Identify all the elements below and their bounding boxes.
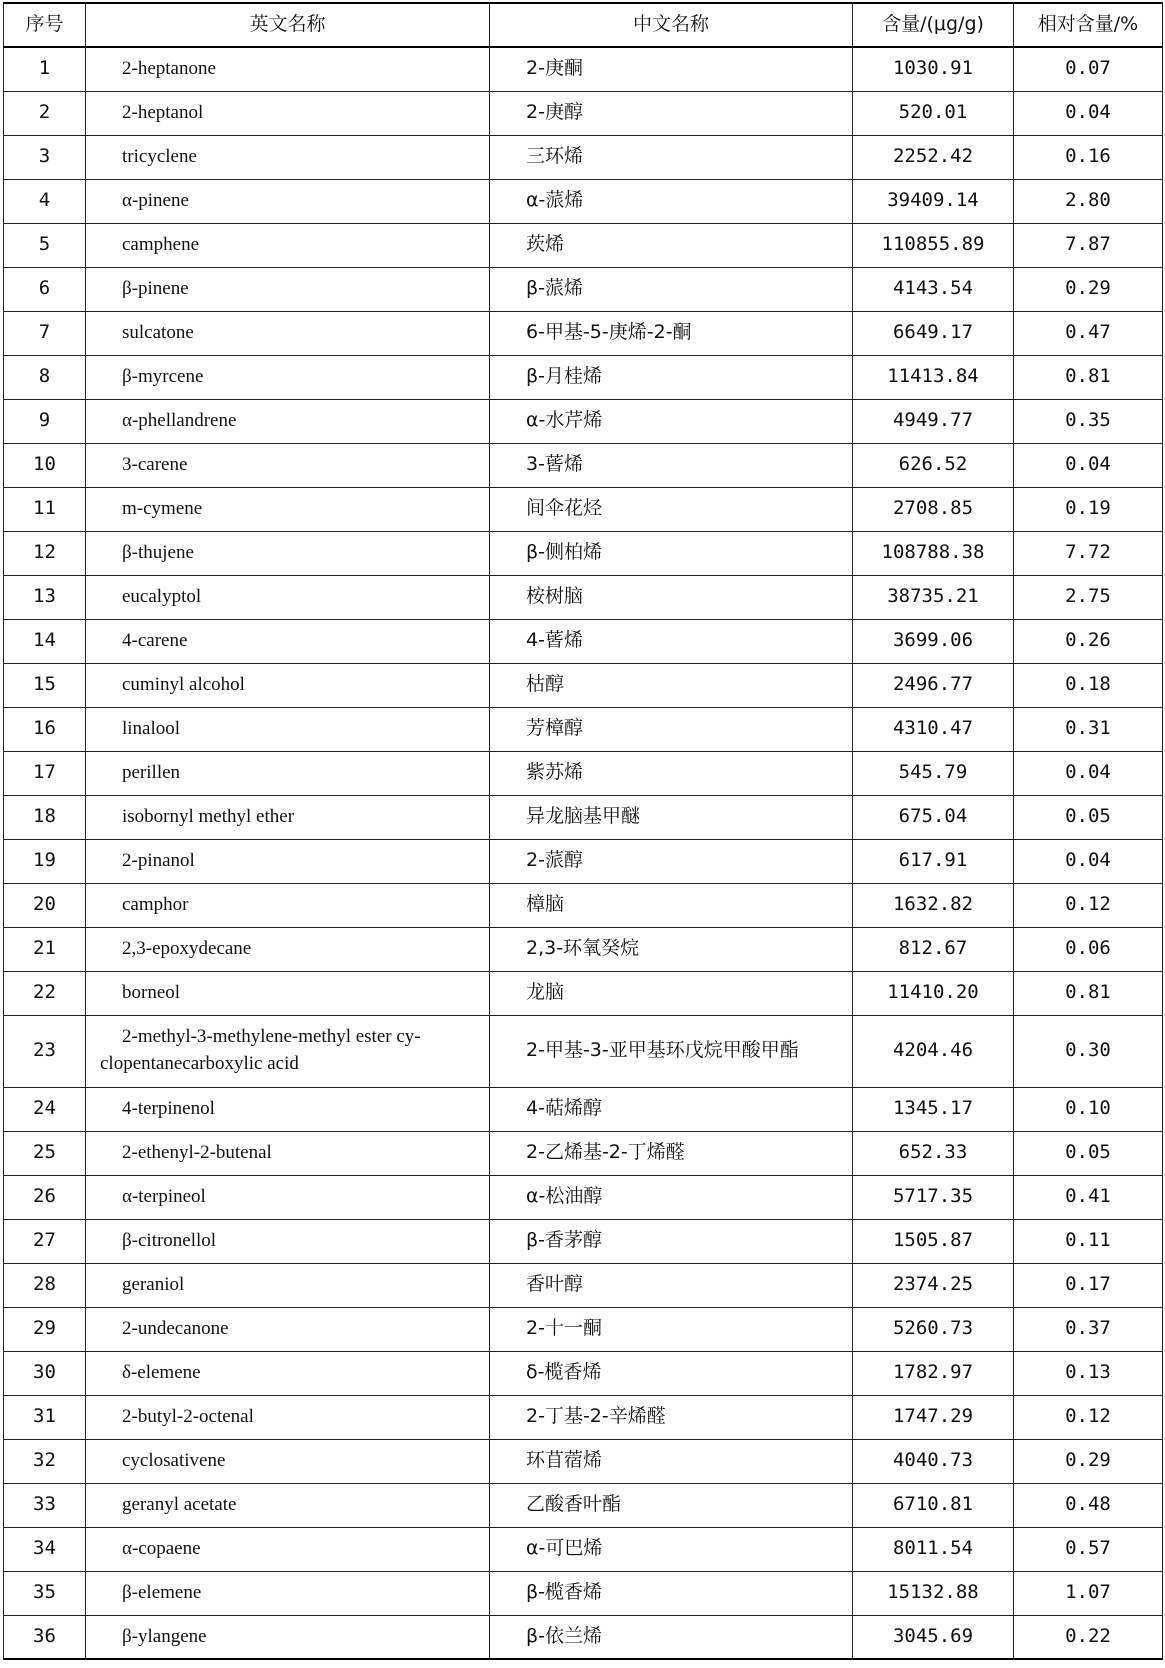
- row-chinese-name: 香叶醇: [490, 1263, 853, 1307]
- row-relative-content: 0.37: [1014, 1307, 1163, 1351]
- table-row: [4, 575, 1163, 619]
- row-content: 1632.82: [853, 883, 1014, 927]
- row-number: 17: [4, 751, 86, 795]
- row-relative-content: 1.07: [1014, 1571, 1163, 1615]
- table-row: [4, 1131, 1163, 1175]
- row-relative-content: 0.81: [1014, 971, 1163, 1015]
- row-english-name: β-thujene: [86, 531, 490, 575]
- row-relative-content: 0.17: [1014, 1263, 1163, 1307]
- row-content: 2708.85: [853, 487, 1014, 531]
- row-relative-content: 0.30: [1014, 1015, 1163, 1087]
- row-chinese-name: 2-庚酮: [490, 47, 853, 91]
- row-english-name: perillen: [86, 751, 490, 795]
- row-relative-content: 7.72: [1014, 531, 1163, 575]
- row-english-name: β-elemene: [86, 1571, 490, 1615]
- row-content: 38735.21: [853, 575, 1014, 619]
- row-relative-content: 0.26: [1014, 619, 1163, 663]
- row-chinese-name: 芳樟醇: [490, 707, 853, 751]
- table-row: [4, 707, 1163, 751]
- row-relative-content: 0.11: [1014, 1219, 1163, 1263]
- row-content: 675.04: [853, 795, 1014, 839]
- table-row: [4, 1439, 1163, 1483]
- row-content: 2252.42: [853, 135, 1014, 179]
- row-relative-content: 0.19: [1014, 487, 1163, 531]
- row-relative-content: 0.47: [1014, 311, 1163, 355]
- row-number: 34: [4, 1527, 86, 1571]
- row-content: 11413.84: [853, 355, 1014, 399]
- row-number: 29: [4, 1307, 86, 1351]
- table-row: [4, 1571, 1163, 1615]
- row-chinese-name: α-水芹烯: [490, 399, 853, 443]
- table-row: [4, 1483, 1163, 1527]
- row-relative-content: 0.07: [1014, 47, 1163, 91]
- table-row: [4, 487, 1163, 531]
- row-content: 545.79: [853, 751, 1014, 795]
- row-relative-content: 2.80: [1014, 179, 1163, 223]
- row-number: 16: [4, 707, 86, 751]
- row-english-name: camphor: [86, 883, 490, 927]
- row-relative-content: 0.41: [1014, 1175, 1163, 1219]
- row-number: 14: [4, 619, 86, 663]
- header-relative-content: 相对含量/%: [1014, 3, 1163, 47]
- row-chinese-name: 2-甲基-3-亚甲基环戊烷甲酸甲酯: [490, 1015, 853, 1087]
- row-english-name: δ-elemene: [86, 1351, 490, 1395]
- row-chinese-name: 6-甲基-5-庚烯-2-酮: [490, 311, 853, 355]
- row-number: 24: [4, 1087, 86, 1131]
- row-relative-content: 0.16: [1014, 135, 1163, 179]
- row-relative-content: 0.05: [1014, 795, 1163, 839]
- table-row: [4, 663, 1163, 707]
- row-english-name: α-terpineol: [86, 1175, 490, 1219]
- row-chinese-name: 环苜蓿烯: [490, 1439, 853, 1483]
- row-chinese-name: 4-萜烯醇: [490, 1087, 853, 1131]
- table-row: [4, 47, 1163, 91]
- table-row: [4, 1615, 1163, 1659]
- row-english-name: β-pinene: [86, 267, 490, 311]
- row-relative-content: 0.18: [1014, 663, 1163, 707]
- row-english-name: eucalyptol: [86, 575, 490, 619]
- row-number: 10: [4, 443, 86, 487]
- row-relative-content: 0.29: [1014, 267, 1163, 311]
- row-content: 4310.47: [853, 707, 1014, 751]
- row-chinese-name: β-蒎烯: [490, 267, 853, 311]
- row-content: 1030.91: [853, 47, 1014, 91]
- row-english-name: 2-heptanol: [86, 91, 490, 135]
- row-number: 5: [4, 223, 86, 267]
- row-content: 4040.73: [853, 1439, 1014, 1483]
- row-relative-content: 0.29: [1014, 1439, 1163, 1483]
- row-number: 32: [4, 1439, 86, 1483]
- english-name-line-1: 2-methyl-3-methylene-methyl ester cy-: [122, 1026, 421, 1048]
- table-row: [4, 1527, 1163, 1571]
- row-content: 110855.89: [853, 223, 1014, 267]
- row-number: 18: [4, 795, 86, 839]
- row-english-name: m-cymene: [86, 487, 490, 531]
- row-number: 12: [4, 531, 86, 575]
- row-content: 626.52: [853, 443, 1014, 487]
- row-relative-content: 7.87: [1014, 223, 1163, 267]
- row-content: 6710.81: [853, 1483, 1014, 1527]
- row-content: 3699.06: [853, 619, 1014, 663]
- row-content: 6649.17: [853, 311, 1014, 355]
- row-content: 8011.54: [853, 1527, 1014, 1571]
- row-content: 4204.46: [853, 1015, 1014, 1087]
- row-relative-content: 0.10: [1014, 1087, 1163, 1131]
- row-relative-content: 0.05: [1014, 1131, 1163, 1175]
- row-english-name: [86, 1015, 490, 1087]
- row-english-name: β-citronellol: [86, 1219, 490, 1263]
- row-number: 31: [4, 1395, 86, 1439]
- row-content: 2374.25: [853, 1263, 1014, 1307]
- row-content: 11410.20: [853, 971, 1014, 1015]
- table-row: [4, 355, 1163, 399]
- row-relative-content: 0.13: [1014, 1351, 1163, 1395]
- row-relative-content: 2.75: [1014, 575, 1163, 619]
- table-row: [4, 971, 1163, 1015]
- row-english-name: sulcatone: [86, 311, 490, 355]
- row-english-name: isobornyl methyl ether: [86, 795, 490, 839]
- row-number: 6: [4, 267, 86, 311]
- row-chinese-name: 紫苏烯: [490, 751, 853, 795]
- row-number: 3: [4, 135, 86, 179]
- row-chinese-name: 龙脑: [490, 971, 853, 1015]
- row-number: 13: [4, 575, 86, 619]
- row-chinese-name: δ-榄香烯: [490, 1351, 853, 1395]
- row-number: 26: [4, 1175, 86, 1219]
- row-content: 5717.35: [853, 1175, 1014, 1219]
- row-english-name: 2-ethenyl-2-butenal: [86, 1131, 490, 1175]
- row-english-name: tricyclene: [86, 135, 490, 179]
- table-row: [4, 1263, 1163, 1307]
- row-content: 2496.77: [853, 663, 1014, 707]
- row-number: 20: [4, 883, 86, 927]
- row-chinese-name: 2-丁基-2-辛烯醛: [490, 1395, 853, 1439]
- row-english-name: 3-carene: [86, 443, 490, 487]
- row-number: 11: [4, 487, 86, 531]
- header-content: 含量/(μg/g): [853, 3, 1014, 47]
- header-english-name: 英文名称: [86, 3, 490, 47]
- row-english-name: α-pinene: [86, 179, 490, 223]
- row-chinese-name: 樟脑: [490, 883, 853, 927]
- row-english-name: α-copaene: [86, 1527, 490, 1571]
- row-content: 652.33: [853, 1131, 1014, 1175]
- row-chinese-name: 2-蒎醇: [490, 839, 853, 883]
- row-number: 28: [4, 1263, 86, 1307]
- row-content: 4143.54: [853, 267, 1014, 311]
- row-english-name: camphene: [86, 223, 490, 267]
- row-relative-content: 0.04: [1014, 91, 1163, 135]
- row-chinese-name: β-依兰烯: [490, 1615, 853, 1659]
- row-english-name: geranyl acetate: [86, 1483, 490, 1527]
- row-relative-content: 0.12: [1014, 1395, 1163, 1439]
- row-english-name: β-myrcene: [86, 355, 490, 399]
- table-body: [4, 47, 1163, 1659]
- table-row: [4, 311, 1163, 355]
- row-number: 35: [4, 1571, 86, 1615]
- row-number: 22: [4, 971, 86, 1015]
- row-content: 812.67: [853, 927, 1014, 971]
- row-number: 1: [4, 47, 86, 91]
- row-number: 4: [4, 179, 86, 223]
- table-row: [4, 1015, 1163, 1087]
- row-chinese-name: 2-十一酮: [490, 1307, 853, 1351]
- row-content: 5260.73: [853, 1307, 1014, 1351]
- table-row: [4, 1307, 1163, 1351]
- row-chinese-name: β-榄香烯: [490, 1571, 853, 1615]
- row-chinese-name: 2-庚醇: [490, 91, 853, 135]
- row-number: 25: [4, 1131, 86, 1175]
- row-chinese-name: 2,3-环氧癸烷: [490, 927, 853, 971]
- row-english-name: 2-heptanone: [86, 47, 490, 91]
- row-chinese-name: 莰烯: [490, 223, 853, 267]
- row-chinese-name: 异龙脑基甲醚: [490, 795, 853, 839]
- table-row: [4, 179, 1163, 223]
- table-row: [4, 531, 1163, 575]
- header-no: 序号: [4, 3, 86, 47]
- row-chinese-name: 乙酸香叶酯: [490, 1483, 853, 1527]
- row-chinese-name: β-香茅醇: [490, 1219, 853, 1263]
- row-english-name: α-phellandrene: [86, 399, 490, 443]
- row-chinese-name: 枯醇: [490, 663, 853, 707]
- row-english-name: 2-undecanone: [86, 1307, 490, 1351]
- row-chinese-name: 间伞花烃: [490, 487, 853, 531]
- table-row: [4, 267, 1163, 311]
- row-english-name: 2-butyl-2-octenal: [86, 1395, 490, 1439]
- table-row: [4, 91, 1163, 135]
- row-number: 9: [4, 399, 86, 443]
- table-row: [4, 1219, 1163, 1263]
- row-number: 33: [4, 1483, 86, 1527]
- row-content: 4949.77: [853, 399, 1014, 443]
- row-content: 1782.97: [853, 1351, 1014, 1395]
- row-chinese-name: β-侧柏烯: [490, 531, 853, 575]
- row-relative-content: 0.04: [1014, 839, 1163, 883]
- row-number: 2: [4, 91, 86, 135]
- table-row: [4, 1395, 1163, 1439]
- row-relative-content: 0.81: [1014, 355, 1163, 399]
- row-relative-content: 0.12: [1014, 883, 1163, 927]
- row-content: 15132.88: [853, 1571, 1014, 1615]
- row-content: 1747.29: [853, 1395, 1014, 1439]
- row-english-name: 4-terpinenol: [86, 1087, 490, 1131]
- table-row: [4, 443, 1163, 487]
- table-header-row: [4, 3, 1163, 47]
- row-content: 1345.17: [853, 1087, 1014, 1131]
- row-english-name: geraniol: [86, 1263, 490, 1307]
- row-relative-content: 0.31: [1014, 707, 1163, 751]
- row-english-name: cyclosativene: [86, 1439, 490, 1483]
- row-relative-content: 0.35: [1014, 399, 1163, 443]
- row-english-name: linalool: [86, 707, 490, 751]
- header-chinese-name: 中文名称: [490, 3, 853, 47]
- row-chinese-name: 3-蒈烯: [490, 443, 853, 487]
- table-row: [4, 751, 1163, 795]
- row-english-name: 2,3-epoxydecane: [86, 927, 490, 971]
- row-english-name: β-ylangene: [86, 1615, 490, 1659]
- compounds-table: [3, 2, 1163, 1660]
- row-relative-content: 0.04: [1014, 751, 1163, 795]
- row-chinese-name: 2-乙烯基-2-丁烯醛: [490, 1131, 853, 1175]
- row-content: 520.01: [853, 91, 1014, 135]
- row-chinese-name: 三环烯: [490, 135, 853, 179]
- row-number: 27: [4, 1219, 86, 1263]
- english-name-line-2: clopentanecarboxylic acid: [100, 1053, 299, 1074]
- row-chinese-name: β-月桂烯: [490, 355, 853, 399]
- row-content: 39409.14: [853, 179, 1014, 223]
- row-content: 617.91: [853, 839, 1014, 883]
- row-number: 19: [4, 839, 86, 883]
- table-row: [4, 135, 1163, 179]
- table-row: [4, 1351, 1163, 1395]
- row-chinese-name: α-松油醇: [490, 1175, 853, 1219]
- table-row: [4, 399, 1163, 443]
- row-english-name: 2-pinanol: [86, 839, 490, 883]
- row-number: 8: [4, 355, 86, 399]
- row-number: 21: [4, 927, 86, 971]
- row-number: 15: [4, 663, 86, 707]
- row-relative-content: 0.22: [1014, 1615, 1163, 1659]
- row-chinese-name: α-可巴烯: [490, 1527, 853, 1571]
- table-row: [4, 1087, 1163, 1131]
- row-content: 1505.87: [853, 1219, 1014, 1263]
- row-english-name: borneol: [86, 971, 490, 1015]
- table-row: [4, 839, 1163, 883]
- table-row: [4, 927, 1163, 971]
- table-row: [4, 883, 1163, 927]
- row-relative-content: 0.48: [1014, 1483, 1163, 1527]
- row-chinese-name: 4-蒈烯: [490, 619, 853, 663]
- row-chinese-name: 桉树脑: [490, 575, 853, 619]
- row-relative-content: 0.57: [1014, 1527, 1163, 1571]
- row-chinese-name: α-蒎烯: [490, 179, 853, 223]
- table-row: [4, 223, 1163, 267]
- row-number: 23: [4, 1015, 86, 1087]
- row-number: 36: [4, 1615, 86, 1659]
- row-content: 3045.69: [853, 1615, 1014, 1659]
- row-relative-content: 0.04: [1014, 443, 1163, 487]
- row-relative-content: 0.06: [1014, 927, 1163, 971]
- table-row: [4, 1175, 1163, 1219]
- row-english-name: 4-carene: [86, 619, 490, 663]
- row-english-name: cuminyl alcohol: [86, 663, 490, 707]
- table-row: [4, 619, 1163, 663]
- row-number: 7: [4, 311, 86, 355]
- row-number: 30: [4, 1351, 86, 1395]
- row-content: 108788.38: [853, 531, 1014, 575]
- table-row: [4, 795, 1163, 839]
